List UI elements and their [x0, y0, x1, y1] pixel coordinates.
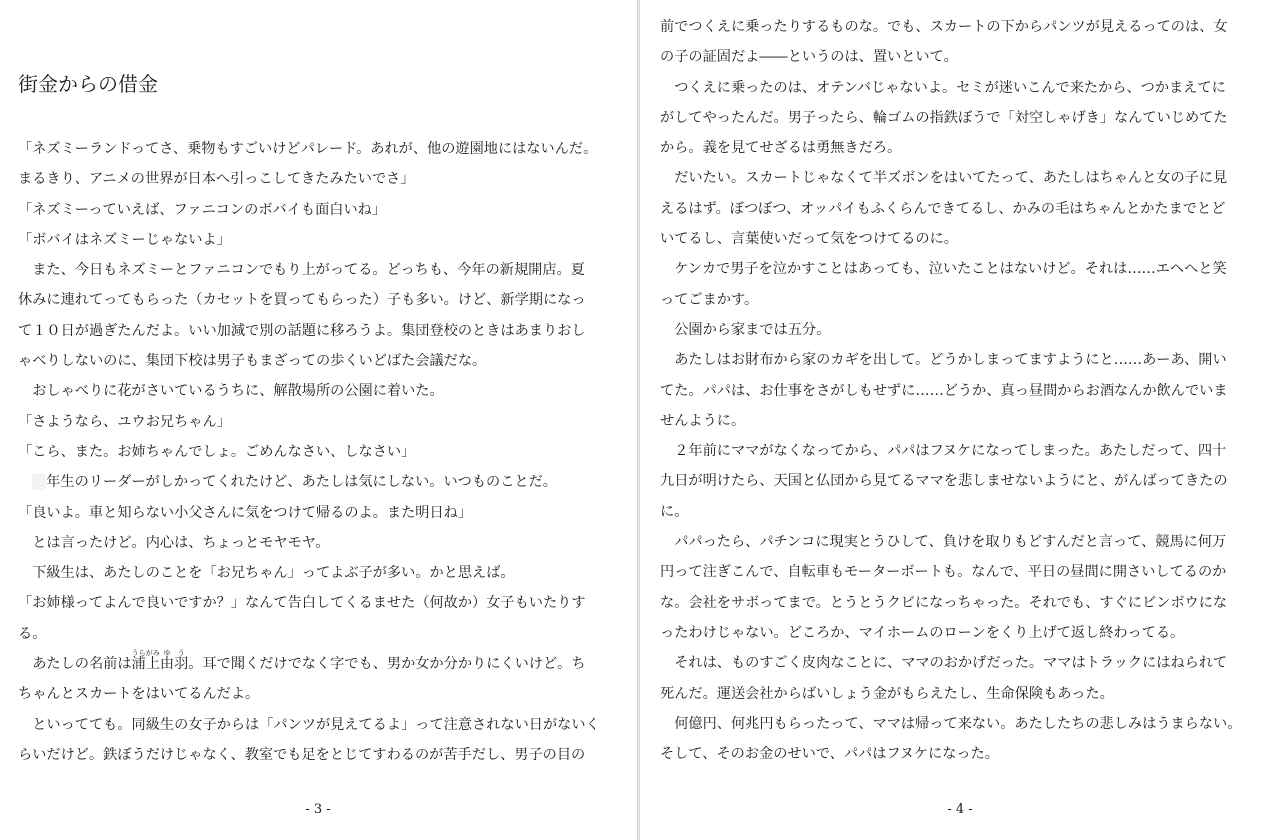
text-line: ちゃんとスカートをはいてるんだよ。 [18, 686, 260, 703]
text-line: えるはず。ぼつぼつ、オッパイもふくらんできてるし、かみの毛はちゃんとかたまでとど [660, 200, 1226, 217]
text-line: て１０日が過ぎたんだよ。いい加減で別の話題に移ろうよ。集団登校のときはあまりおし [18, 322, 586, 339]
chapter-title: 街金からの借金 [18, 72, 158, 96]
text-line-with-ruby [18, 649, 618, 679]
ruby-base: 由羽 [159, 656, 189, 673]
text-line: てた。パパは、お仕事をさがしもせずに……どうか、真っ昼間からお酒なんか飲んでいま [660, 382, 1228, 399]
text-line: 死んだ。運送会社からばいしょう金がもらえたし、生命保険もあった。 [660, 685, 1114, 702]
text-line: といってても。同級生の女子からは「パンツが見えてるよ」って注意されない日がないく [18, 716, 600, 733]
text-line: 「良いよ。車と知らない小父さんに気をつけて帰るのよ。また明日ね」 [18, 504, 473, 521]
page-number: - 4 - [947, 802, 973, 817]
text-line: る。 [18, 625, 47, 642]
text-line: 「さようなら、ユウお兄ちゃん」 [18, 413, 231, 430]
text-line: ２年前にママがなくなってから、パパはフヌケになってしまった。あたしだって、四十 [660, 443, 1227, 460]
left-page-body [18, 134, 618, 770]
text-line: おしゃべりに花がさいているうちに、解散場所の公園に着いた。 [18, 383, 444, 400]
text-line: あたしはお財布から家のカギを出して。どうかしまってますようにと……あーあ、開い [660, 352, 1227, 369]
text-line: 円って注ぎこんで、自転車もモーターボートも。なんで、平日の昼間に開さいしてるのか [660, 564, 1227, 581]
redacted-mark [32, 474, 46, 490]
text-line: ったわけじゃない。どころか、マイホームのローンをくり上げて返し終わってる。 [660, 624, 1185, 641]
text-line: とは言ったけど。内心は、ちょっとモヤモヤ。 [18, 534, 330, 551]
text-line: ってごまかす。 [660, 291, 759, 308]
text-line: ゃべりしないのに、集団下校は男子もまざっての歩くいどばた会議だな。 [18, 353, 487, 370]
ruby-surname [131, 649, 160, 673]
text-line: らいだけど。鉄ぼうだけじゃなく、教室でも足をとじてすわるのが苦手だし、男子の目の [18, 746, 586, 763]
ruby-reading: うらがみ [131, 649, 160, 658]
text-line: 休みに連れてってもらった（カセットを買ってもらった）子も多い。けど、新学期になっ [18, 292, 586, 309]
text-line: から。義を見てせざるは勇無きだろ。 [660, 140, 902, 157]
text-line: パパったら、パチンコに現実とうひして、負けを取りもどすんだと言って、競馬に何万 [660, 534, 1227, 551]
text-line: の子の証固だよ――というのは、置いといて。 [660, 49, 958, 66]
text-line: がしてやったんだ。男子ったら、輪ゴムの指鉄ぼうで「対空しゃげき」なんていじめてた [660, 109, 1228, 126]
name-line-after: 。耳で聞くだけでなく字でも、男か女か分かりにくいけど。ち [188, 656, 586, 673]
text-line-redacted [18, 467, 618, 497]
right-page-body [660, 12, 1260, 769]
page-number: - 3 - [305, 802, 331, 817]
text-line: 何億円、何兆円もらったって、ママは帰って来ない。あたしたちの悲しみはうまらない。 [660, 715, 1242, 732]
name-line-before: あたしの名前は [18, 656, 132, 673]
text-line: そして、そのお金のせいで、パパはフヌケになった。 [660, 746, 999, 763]
text-line: 前でつくえに乗ったりするものな。でも、スカートの下からパンツが見えるってのは、女 [660, 19, 1228, 35]
text-line: に。 [660, 503, 689, 520]
text-line: 「お姉様ってよんで良いですか？」なんて告白してくるませた（何故か）女子もいたりす [18, 595, 586, 612]
text-line: 「ネズミーランドってさ、乗物もすごいけどパレード。あれが、他の遊園地にはないんだ。 [18, 141, 598, 157]
text-line: ケンカで男子を泣かすことはあっても、泣いたことはないけど。それは……エヘへと笑 [660, 261, 1227, 278]
text-line: 公園から家までは五分。 [660, 321, 831, 338]
text-line: それは、ものすごく皮肉なことに、ママのおかげだった。ママはトラックにはねられて [660, 655, 1228, 672]
text-line: まるきり、アニメの世界が日本へ引っこしてきたみたいでさ」 [18, 171, 415, 188]
text-line: 「こら、また。お姉ちゃんでしょ。ごめんなさい、しなさい」 [18, 443, 416, 460]
right-page [640, 0, 1280, 840]
text-line: 「ネズミーっていえば、ファニコンのボバイも面白いね」 [18, 201, 387, 218]
ruby-given-name [159, 649, 189, 673]
text-line: な。会社をサボってまで。とうとうクビになっちゃった。それでも、すぐにビンボウにな [660, 594, 1228, 611]
text-line: 下級生は、あたしのことを「お兄ちゃん」ってよぶ子が多い。かと思えば。 [18, 565, 515, 582]
text-line: また、今日もネズミーとファニコンでもり上がってる。どっちも、今年の新規開店。夏 [18, 262, 585, 279]
text-line: だいたい。スカートじゃなくて半ズボンをはいてたって、あたしはちゃんと女の子に見 [660, 170, 1228, 187]
text-line: つくえに乗ったのは、オテンバじゃないよ。セミが迷いこんで来たから、つかまえてに [660, 79, 1226, 96]
text-line: せんように。 [660, 412, 746, 429]
ruby-reading: ゆう [159, 649, 189, 658]
left-page [0, 0, 637, 840]
text-line-content: 年生のリーダーがしかってくれたけど、あたしは気にしない。いつものことだ。 [46, 474, 557, 491]
text-line: 九日が明けたら、天国と仏団から見てるママを悲しませないようにと、がんばってきたの [660, 473, 1228, 490]
ruby-base: 浦上 [131, 656, 160, 673]
text-line: いてるし、言葉使いだって気をつけてるのに。 [660, 231, 958, 248]
text-line: 「ボバイはネズミーじゃないよ」 [18, 231, 231, 248]
